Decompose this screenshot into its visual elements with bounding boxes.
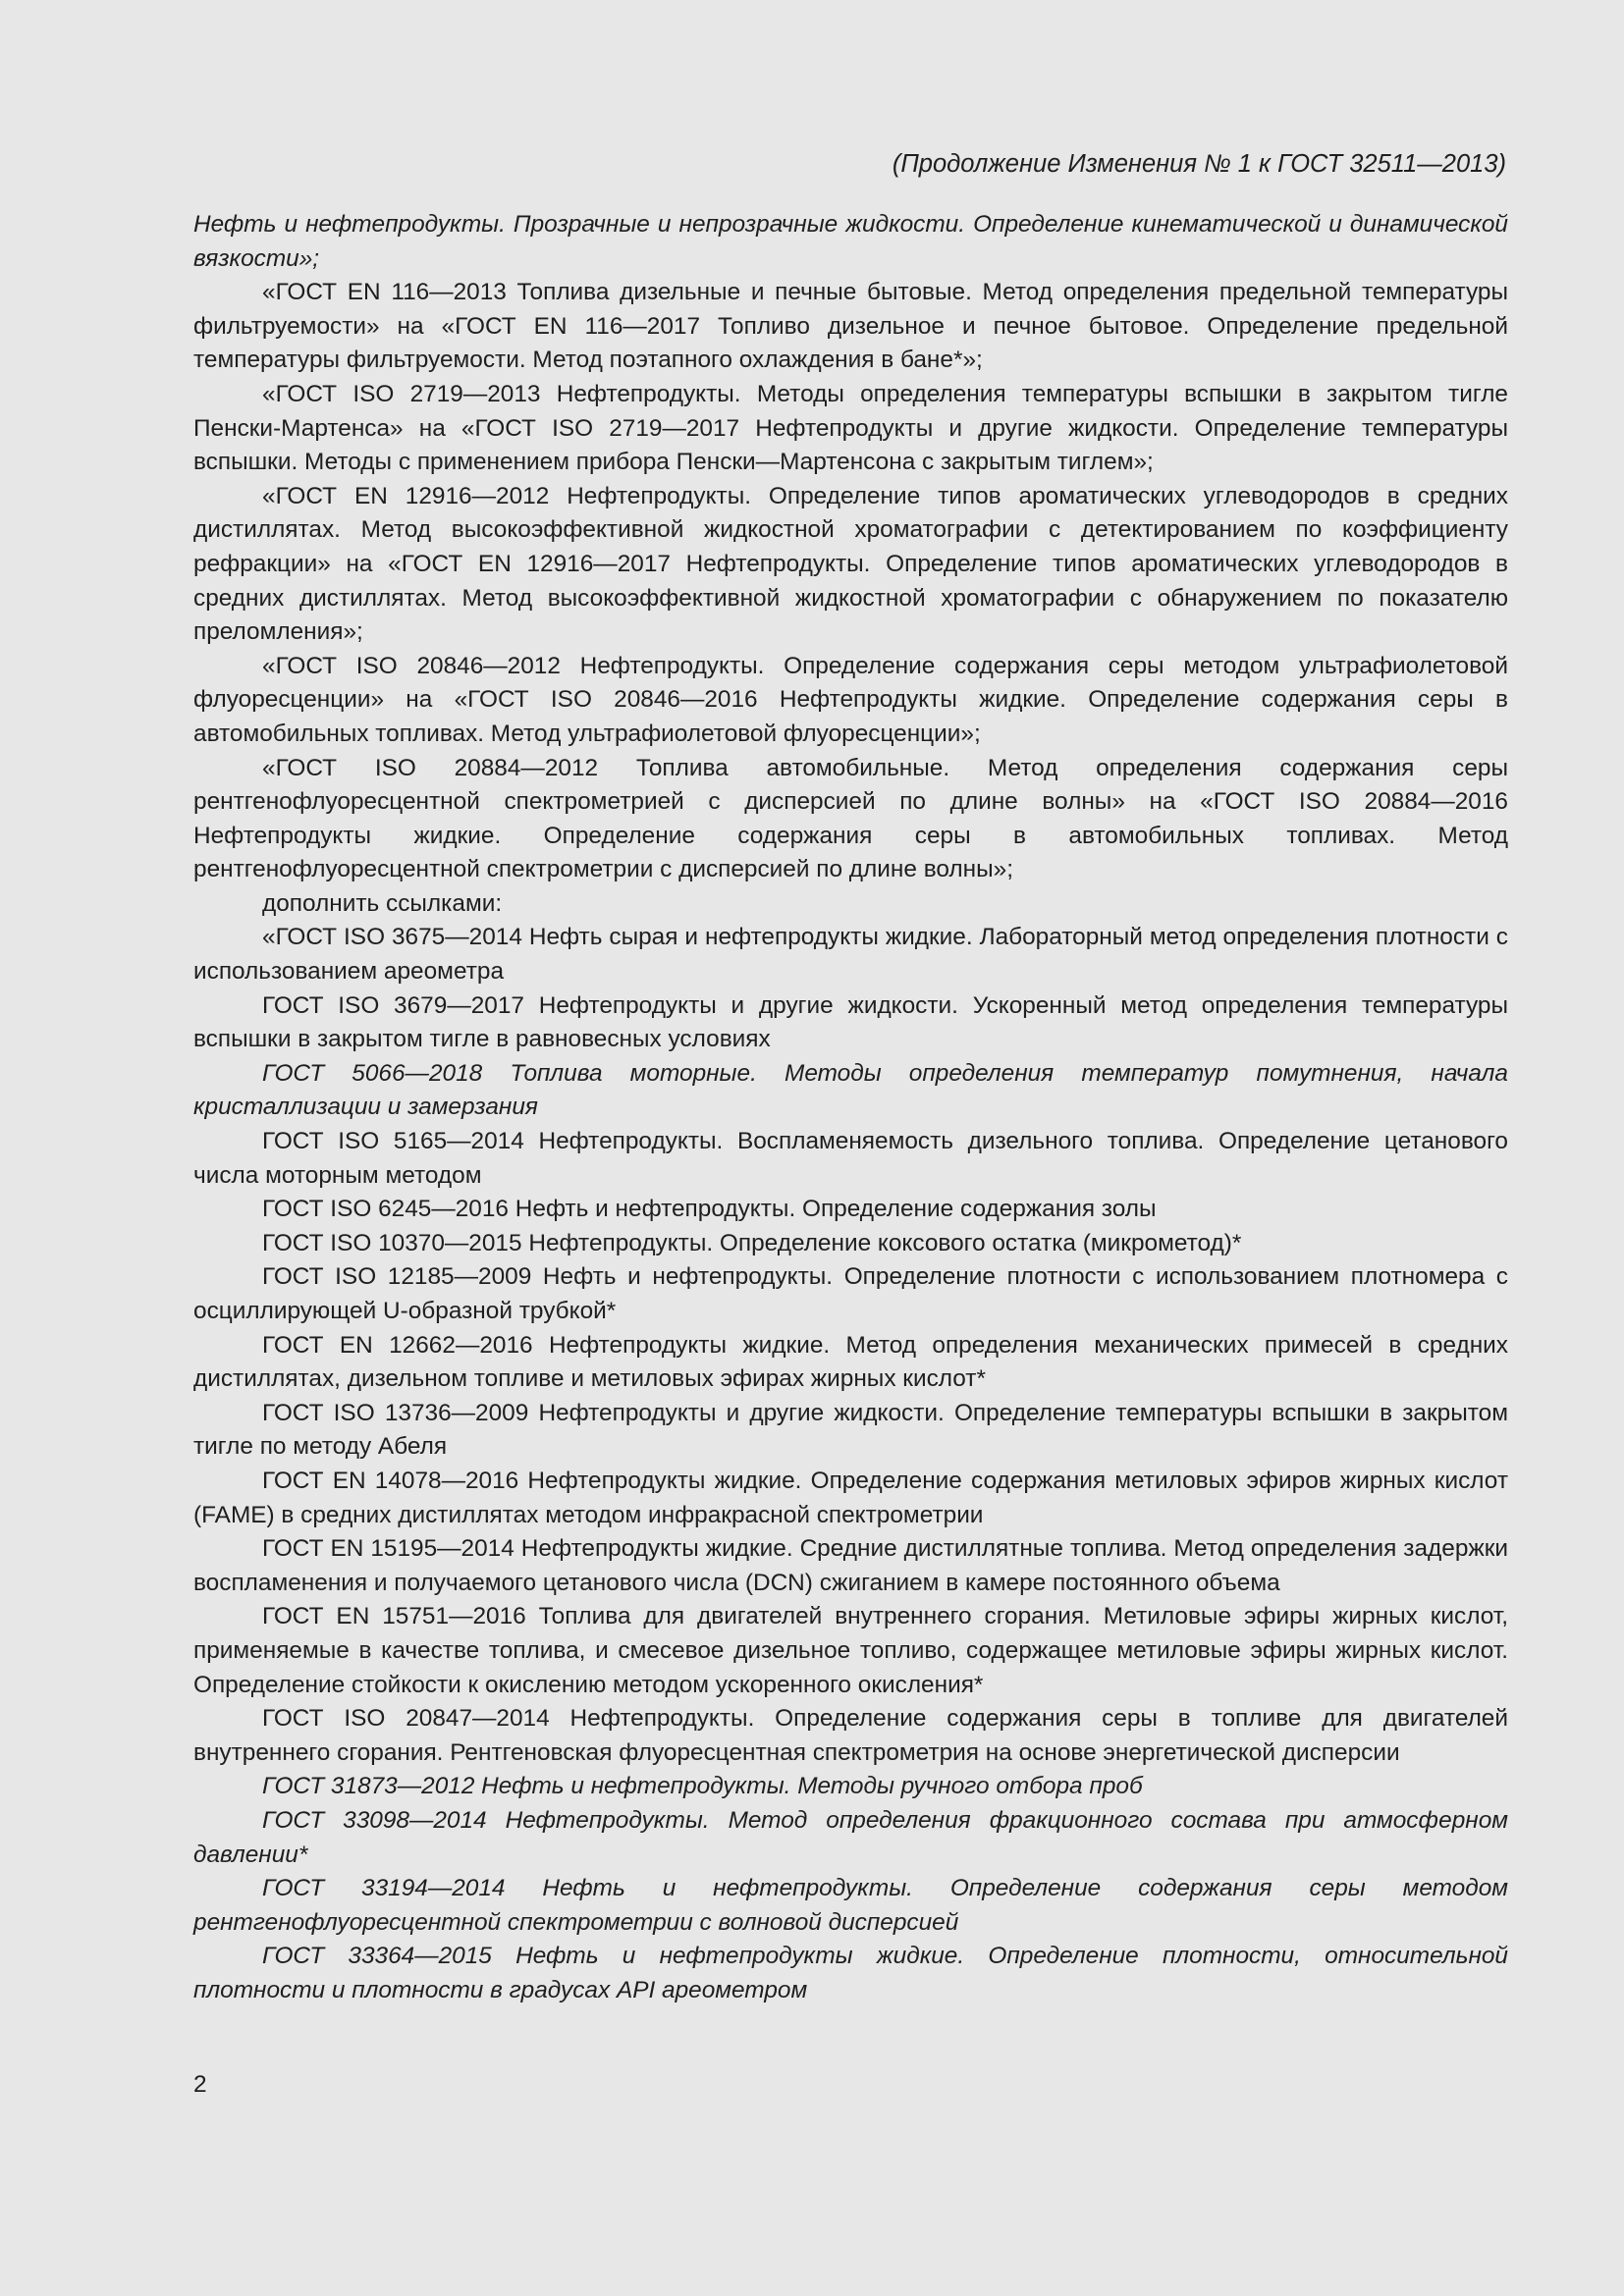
reference-item: ГОСТ ISO 10370—2015 Нефтепродукты. Определение коксового остатка (микрометод)*	[262, 1229, 1242, 1256]
document-body	[193, 208, 1508, 2007]
reference-item: ГОСТ 33194—2014 Нефть и нефтепродукты. Определение содержания серы методом рентгенофлуоресцентной спектрометрии с волновой дисперсией	[193, 1875, 1508, 1936]
reference-item: ГОСТ 33098—2014 Нефтепродукты. Метод определения фракционного состава при атмосферном давлении*	[193, 1806, 1508, 1868]
page-number: 2	[193, 2071, 207, 2098]
reference-item: ГОСТ 33364—2015 Нефть и нефтепродукты жидкие. Определение плотности, относительной плотности и плотности в градусах API ареометром	[193, 1943, 1508, 2003]
paragraph: «ГОСТ ISO 20846—2012 Нефтепродукты. Определение содержания серы методом ультрафиолетовой флуоресценции» на «ГОСТ ISO 20846—2016 Нефтепродукты жидкие. Определение содержания серы в автомобильных топливах. Метод ультрафиолетовой флуоресценции»;	[193, 652, 1508, 747]
reference-item: ГОСТ ISO 12185—2009 Нефть и нефтепродукты. Определение плотности с использованием плотномера с осциллирующей U-образной трубкой*	[193, 1263, 1508, 1324]
reference-item: ГОСТ EN 14078—2016 Нефтепродукты жидкие. Определение содержания метиловых эфиров жирных кислот (FAME) в средних дистиллятах методом инфракрасной спектрометрии	[193, 1467, 1508, 1528]
paragraph: «ГОСТ EN 12916—2012 Нефтепродукты. Определение типов ароматических углеводородов в средних дистиллятах. Метод высокоэффективной жидкостной хроматографии с детектированием по коэффициенту рефракции» на «ГОСТ EN 12916—2017 Нефтепродукты. Определение типов ароматических углеводородов в средних дистиллятах. Метод высокоэффективной жидкостной хроматографии с обнаружением по показателю преломления»;	[193, 482, 1508, 646]
reference-item: ГОСТ 31873—2012 Нефть и нефтепродукты. Методы ручного отбора проб	[262, 1773, 1143, 1800]
reference-item: ГОСТ 5066—2018 Топлива моторные. Методы определения температур помутнения, начала кристаллизации и замерзания	[193, 1059, 1508, 1121]
reference-item: ГОСТ ISO 6245—2016 Нефть и нефтепродукты. Определение содержания золы	[262, 1196, 1157, 1223]
reference-item: ГОСТ ISO 20847—2014 Нефтепродукты. Определение содержания серы в топливе для двигателей внутреннего сгорания. Рентгеновская флуоресцентная спектрометрия на основе энергетической дисперсии	[193, 1705, 1508, 1766]
reference-item: ГОСТ ISO 5165—2014 Нефтепродукты. Воспламеняемость дизельного топлива. Определение цетанового числа моторным методом	[193, 1128, 1508, 1189]
continuation-header: (Продолжение Изменения № 1 к ГОСТ 32511—2013)	[892, 150, 1506, 178]
reference-item: ГОСТ ISO 3679—2017 Нефтепродукты и другие жидкости. Ускоренный метод определения температуры вспышки в закрытом тигле в равновесных условиях	[193, 991, 1508, 1053]
paragraph: «ГОСТ ISO 20884—2012 Топлива автомобильные. Метод определения содержания серы рентгенофлуоресцентной спектрометрией с дисперсией по длине волны» на «ГОСТ ISO 20884—2016 Нефтепродукты жидкие. Определение содержания серы в автомобильных топливах. Метод рентгенофлуоресцентной спектрометрии с дисперсией по длине волны»;	[193, 754, 1508, 883]
paragraph: Нефть и нефтепродукты. Прозрачные и непрозрачные жидкости. Определение кинематической и динамической вязкости»;	[193, 211, 1508, 272]
paragraph: «ГОСТ EN 116—2013 Топлива дизельные и печные бытовые. Метод определения предельной температуры фильтруемости» на «ГОСТ EN 116—2017 Топливо дизельное и печное бытовое. Определение предельной температуры фильтруемости. Метод поэтапного охлаждения в бане*»;	[193, 279, 1508, 374]
reference-item: «ГОСТ ISO 3675—2014 Нефть сырая и нефтепродукты жидкие. Лабораторный метод определения плотности с использованием ареометра	[193, 924, 1508, 986]
reference-item: ГОСТ EN 15751—2016 Топлива для двигателей внутреннего сгорания. Метиловые эфиры жирных кислот, применяемые в качестве топлива, и смесевое дизельное топливо, содержащее метиловые эфиры жирных кислот. Определение стойкости к окислению методом ускоренного окисления*	[193, 1603, 1508, 1698]
reference-item: ГОСТ EN 15195—2014 Нефтепродукты жидкие. Средние дистиллятные топлива. Метод определения задержки воспламенения и получаемого цетанового числа (DCN) сжиганием в камере постоянного объема	[193, 1535, 1508, 1596]
reference-item: ГОСТ EN 12662—2016 Нефтепродукты жидкие. Метод определения механических примесей в средних дистиллятах, дизельном топливе и метиловых эфирах жирных кислот*	[193, 1331, 1508, 1393]
reference-item: ГОСТ ISO 13736—2009 Нефтепродукты и другие жидкости. Определение температуры вспышки в закрытом тигле по методу Абеля	[193, 1399, 1508, 1461]
paragraph: «ГОСТ ISO 2719—2013 Нефтепродукты. Методы определения температуры вспышки в закрытом тигле Пенски-Мартенса» на «ГОСТ ISO 2719—2017 Нефтепродукты и другие жидкости. Определение температуры вспышки. Методы с применением прибора Пенски—Мартенсона с закрытым тиглем»;	[193, 380, 1508, 476]
paragraph: дополнить ссылками:	[262, 889, 503, 917]
